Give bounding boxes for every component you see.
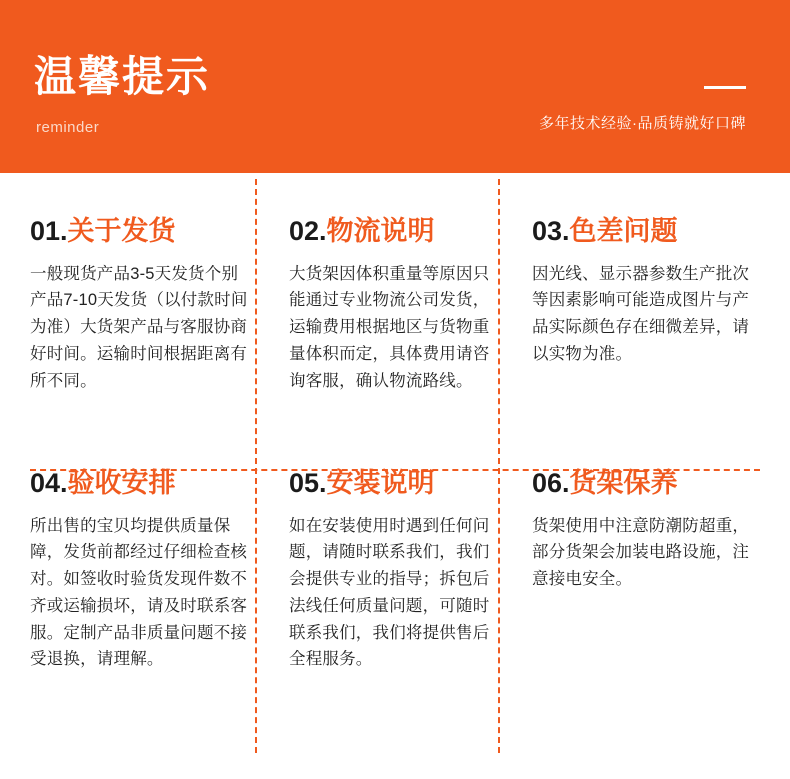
section-card-01 <box>30 217 273 469</box>
divider-dash <box>704 86 746 89</box>
sections-grid <box>0 173 790 779</box>
section-title-01 <box>30 217 251 247</box>
section-number-03: 03. <box>532 216 570 246</box>
page-title: 温馨提示 <box>34 53 211 100</box>
section-name-01: 关于发货 <box>67 216 176 246</box>
section-name-04: 验收安排 <box>67 468 176 498</box>
section-name-05: 安装说明 <box>326 468 435 498</box>
section-name-06: 货架保养 <box>569 468 678 498</box>
section-body-04: 所出售的宝贝均提供质量保障，发货前都经过仔细检查核对。如签收时验货发现件数不齐或运输损坏，请及时联系客服。定制产品非质量问题不接受退换，请理解。 <box>30 516 248 669</box>
section-card-05 <box>273 469 516 749</box>
section-title-04 <box>30 469 251 499</box>
section-number-06: 06. <box>532 468 570 498</box>
section-body-05: 如在安装使用时遇到任何问题，请随时联系我们，我们会提供专业的指导；拆包后法线任何质量问题，可随时联系我们，我们将提供售后全程服务。 <box>289 516 490 669</box>
section-card-04 <box>30 469 273 749</box>
section-name-02: 物流说明 <box>326 216 435 246</box>
section-number-01: 01. <box>30 216 68 246</box>
section-title-02 <box>289 217 494 247</box>
section-body-01: 一般现货产品3-5天发货个别产品7-10天发货（以付款时间为准）大货架产品与客服协商好时间。运输时间根据距离有所不同。 <box>30 264 248 390</box>
section-body-03: 因光线、显示器参数生产批次等因素影响可能造成图片与产品实际颜色存在细微差异，请以实物为准。 <box>532 264 750 363</box>
section-body-06: 货架使用中注意防潮防超重，部分货架会加装电路设施，注意接电安全。 <box>532 516 750 589</box>
section-body-02: 大货架因体积重量等原因只能通过专业物流公司发货，运输费用根据地区与货物重量体积而定，具体费用请咨询客服，确认物流路线。 <box>289 264 490 390</box>
sections-row-top <box>30 217 760 469</box>
header-banner <box>0 0 790 173</box>
section-card-03 <box>516 217 759 469</box>
section-number-05: 05. <box>289 468 327 498</box>
section-title-05 <box>289 469 494 499</box>
section-card-02 <box>273 217 516 469</box>
section-number-02: 02. <box>289 216 327 246</box>
page-subtitle: reminder <box>36 119 100 136</box>
section-title-06 <box>532 469 759 499</box>
section-title-03 <box>532 217 759 247</box>
section-number-04: 04. <box>30 468 68 498</box>
section-name-03: 色差问题 <box>569 216 678 246</box>
banner-slogan: 多年技术经验·品质铸就好口碑 <box>539 115 746 132</box>
sections-row-bottom <box>30 469 760 749</box>
section-card-06 <box>516 469 759 749</box>
